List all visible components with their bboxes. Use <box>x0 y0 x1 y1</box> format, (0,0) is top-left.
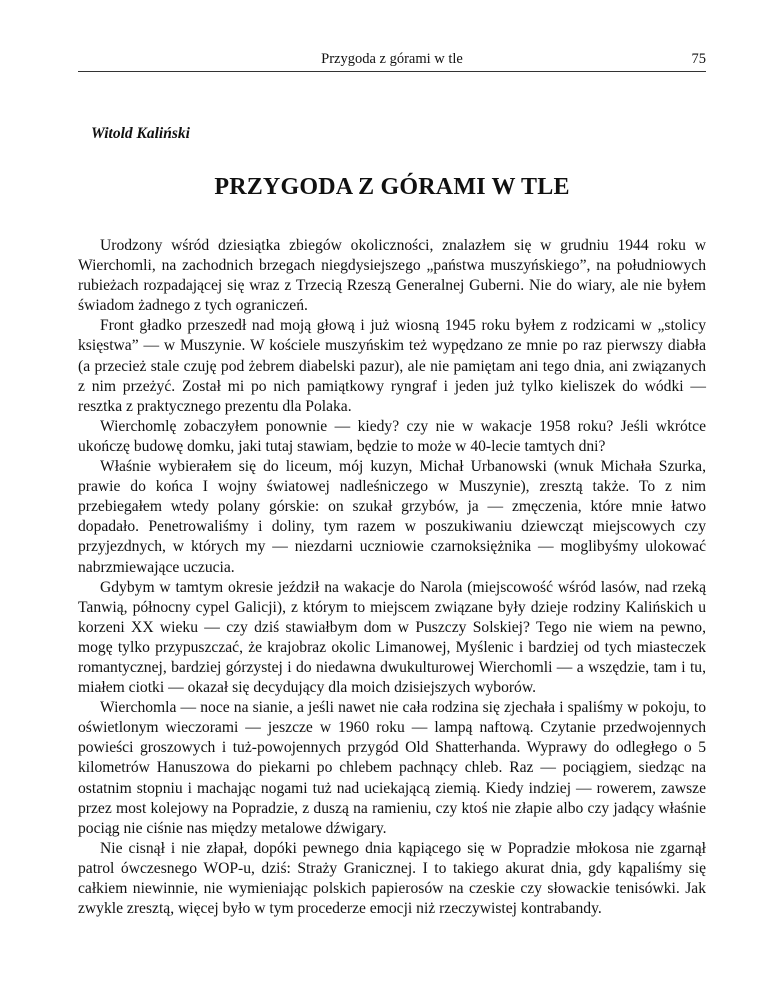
paragraph: Urodzony wśród dziesiątka zbiegów okoliczności, znalazłem się w grudniu 1944 roku w Wierchomli, na zachodnich brzegach niegdysiejszego „państwa muszyńskiego”, na południowych rubieżach rozpadającej się wraz z Trzecią Rzeszą Generalnej Guberni. Nie do wiary, ale nie byłem świadom żadnego z tych ograniczeń. <box>78 237 706 315</box>
running-header <box>78 51 706 72</box>
paragraph: Wierchomla — noce na sianie, a jeśli nawet nie cała rodzina się zjechała i spaliśmy w pokoju, to oświetlonym wieczorami — jeszcze w 1960 roku — lampą naftową. Czytanie przedwojennych powieści groszowych i tuż-powojennych przygód Old Shatterhanda. Wyprawy do odległego o 5 kilometrów Hanuszowa do piekarni po chlebem pachnący chleb. Raz — pociągiem, siedząc na ostatnim stopniu i machając nogami tuż nad uciekającą ziemią. Kiedy indziej — rowerem, zawsze przez most kolejowy na Popradzie, z duszą na ramieniu, czy ktoś nie złapie albo czy jadący właśnie pociąg nie ciśnie nas między metalowe dźwigary. <box>78 699 706 837</box>
running-title: Przygoda z górami w tle <box>321 51 463 67</box>
paragraph: Gdybym w tamtym okresie jeździł na wakacje do Narola (miejscowość wśród lasów, nad rzeką Tanwią, północny cypel Galicji), z którym to miejscem związane były dzieje rodziny Kalińskich u korzeni XX wieku — czy dziś stawiałbym dom w Puszczy Solskiej? Tego nie wiem na pewno, mogę tylko przypuszczać, że krajobraz okolic Limanowej, Myślenic i bardziej od tych miasteczek romantycznej, bardziej górzystej i do niedawna dwukulturowej Wierchomli — a wszędzie, tam i tu, miałem ciotki — okazał się decydujący dla moich dzisiejszych wyborów. <box>78 578 706 697</box>
paragraph: Nie cisnął i nie złapał, dopóki pewnego dnia kąpiącego się w Popradzie młokosa nie zgarnął patrol ówczesnego WOP-u, dziś: Straży Granicznej. I to takiego akurat dnia, gdy kąpaliśmy się całkiem niewinnie, nie wymieniając polskich papierosów na czeskie czy słowackie tenisówki. Jak zwykle zresztą, więcej było w tym procederze emocji niż rzeczywistej kontrabandy. <box>78 839 706 918</box>
paragraph: Front gładko przeszedł nad moją głową i już wiosną 1945 roku byłem z rodzicami w „stolicy księstwa” — w Muszynie. W kościele muszyńskim też wypędzano ze mnie po raz pierwszy diabła (a przecież stale czuję pod żebrem diabelski pazur), ale nie pamiętam ani tego dnia, ani związanych z nim przeżyć. Został mi po nich pamiątkowy ryngraf i jeden już tylko kieliszek do wódki — resztka z praktycznego prezentu dla Polaka. <box>78 317 706 415</box>
article-title: PRZYGODA Z GÓRAMI W TLE <box>214 174 570 200</box>
article-body <box>78 236 706 919</box>
page-number: 75 <box>691 51 706 67</box>
paragraph: Właśnie wybierałem się do liceum, mój kuzyn, Michał Urbanowski (wnuk Michała Szurka, prawie do końca I wojny światowej nadleśniczego w Muszynie), zresztą także. To z nim przebiegałem wtedy polany górskie: on szukał grzybów, ja — zmęczenia, które mnie łatwo dopadało. Penetrowaliśmy i doliny, tym razem w poszukiwaniu dziewcząt miejscowych czy przyjezdnych, w których my — niezdarni uczniowie czarnoksiężnika — moglibyśmy ulokować nabrzmiewające uczucia. <box>78 458 706 576</box>
author-name: Witold Kaliński <box>91 125 190 142</box>
paragraph: Wierchomlę zobaczyłem ponownie — kiedy? czy nie w wakacje 1958 roku? Jeśli wkrótce ukończę budowę domku, jaki tutaj stawiam, będzie to może w 40-lecie tamtych dni? <box>78 417 706 455</box>
